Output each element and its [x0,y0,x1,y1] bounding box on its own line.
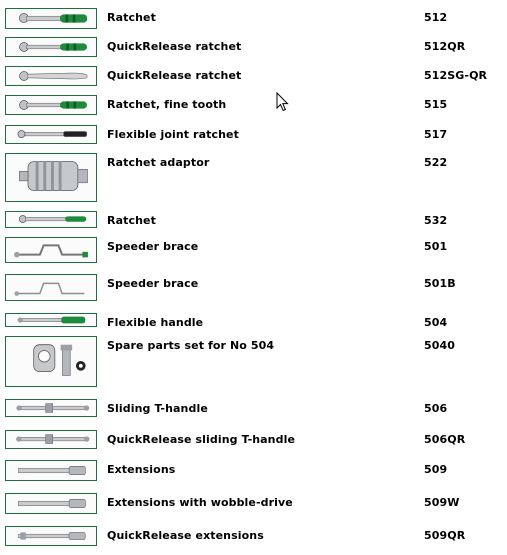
ratchet-adaptor-icon[interactable] [5,153,97,202]
item-code: 506 [424,402,448,415]
item-code: 517 [424,128,448,141]
item-name: Speeder brace [107,240,199,253]
item-code: 504 [424,316,448,329]
item-name: QuickRelease ratchet [107,69,242,82]
item-code: 509 [424,463,448,476]
item-name: QuickRelease ratchet [107,40,242,53]
t-handle-icon[interactable] [5,399,97,417]
ratchet-icon[interactable] [5,125,97,144]
extension-bar-icon[interactable] [5,526,97,546]
item-code: 522 [424,156,448,169]
extension-bar-icon[interactable] [5,460,97,481]
mouse-cursor-icon [276,92,290,112]
item-code: 515 [424,98,448,111]
item-name: Ratchet, fine tooth [107,98,227,111]
speeder-brace-icon[interactable] [5,274,97,301]
item-code: 501 [424,240,448,253]
item-name: QuickRelease sliding T-handle [107,433,296,446]
item-code: 512SG-QR [424,69,488,82]
ratchet-icon[interactable] [5,37,97,57]
item-name: Flexible joint ratchet [107,128,239,141]
item-name: Extensions [107,463,176,476]
item-name: Spare parts set for No 504 [107,339,275,352]
spare-parts-icon[interactable] [5,336,97,387]
ratchet-icon[interactable] [5,66,97,86]
item-code: 506QR [424,433,466,446]
item-code: 512 [424,11,448,24]
item-name: QuickRelease extensions [107,529,264,542]
item-name: Sliding T-handle [107,402,208,415]
t-handle-icon[interactable] [5,430,97,449]
item-name: Ratchet adaptor [107,156,210,169]
item-code: 532 [424,214,448,227]
flexible-handle-icon[interactable] [5,313,97,327]
item-name: Extensions with wobble-drive [107,496,293,509]
item-name: Ratchet [107,11,156,24]
item-name: Ratchet [107,214,156,227]
item-code: 509QR [424,529,466,542]
item-code: 512QR [424,40,466,53]
extension-bar-icon[interactable] [5,493,97,514]
item-code: 5040 [424,339,456,352]
speeder-brace-icon[interactable] [5,237,97,263]
item-code: 501B [424,277,456,290]
ratchet-icon[interactable] [5,8,97,29]
item-name: Speeder brace [107,277,199,290]
item-name: Flexible handle [107,316,204,329]
ratchet-icon[interactable] [5,95,97,115]
item-code: 509W [424,496,460,509]
ratchet-icon[interactable] [5,211,97,228]
